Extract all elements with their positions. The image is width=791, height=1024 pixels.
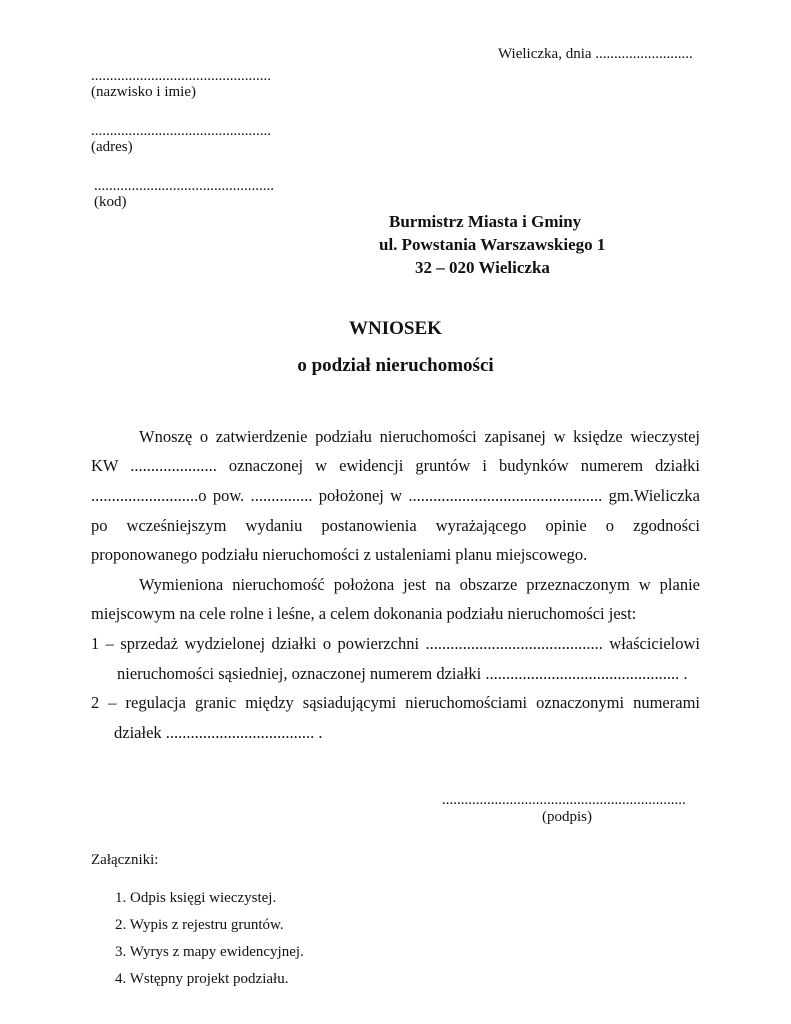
paragraph1-line4: po wcześniejszym wydaniu postanowienia wyrażającego opinie o zgodności xyxy=(91,516,700,535)
item2-line2: działek .................................... . xyxy=(114,723,323,742)
recipient-line3: 32 – 020 Wieliczka xyxy=(415,258,550,277)
paragraph1-line1: Wnoszę o zatwierdzenie podziału nieruchomości zapisanej w księdze wieczystej xyxy=(139,427,700,446)
address-label: (adres) xyxy=(91,139,133,155)
recipient-line2: ul. Powstania Warszawskiego 1 xyxy=(379,235,606,254)
attachment-item: 1. Odpis księgi wieczystej. xyxy=(115,890,277,906)
attachment-item: 3. Wyrys z mapy ewidencyjnej. xyxy=(115,944,304,960)
name-dots: ................................................ xyxy=(91,68,271,84)
paragraph1-line2: KW ..................... oznaczonej w ewidencji gruntów i budynków numerem działki xyxy=(91,456,700,475)
item2-line1: 2 – regulacja granic między sąsiadującymi nieruchomościami oznaczonymi numerami xyxy=(91,693,700,712)
attachment-item: 2. Wypis z rejestru gruntów. xyxy=(115,917,284,933)
signature-label: (podpis) xyxy=(542,809,592,825)
document-title: WNIOSEK xyxy=(349,318,442,339)
recipient-line1: Burmistrz Miasta i Gminy xyxy=(389,212,582,231)
signature-dots: ................................................................. xyxy=(442,792,686,808)
code-dots: ................................................ xyxy=(94,178,274,194)
paragraph1-line5: proponowanego podziału nieruchomości z ustaleniami planu miejscowego. xyxy=(91,545,588,564)
item1-line1: 1 – sprzedaż wydzielonej działki o powierzchni ........................................... właścicielowi xyxy=(91,634,700,653)
item1-line2: nieruchomości sąsiedniej, oznaczonej numerem działki ............................................... . xyxy=(117,664,688,683)
document-subtitle: o podział nieruchomości xyxy=(297,355,494,376)
code-label: (kod) xyxy=(94,194,127,210)
paragraph2-line2: miejscowym na cele rolne i leśne, a celem dokonania podziału nieruchomości jest: xyxy=(91,604,637,623)
attachments-heading: Załączniki: xyxy=(91,852,159,868)
paragraph1-line3: ..........................o pow. ............... położonej w ............................................... gm.Wieliczka xyxy=(91,486,700,505)
attachment-item: 4. Wstępny projekt podziału. xyxy=(115,971,289,987)
paragraph2-line1: Wymieniona nieruchomość położona jest na obszarze przeznaczonym w planie xyxy=(139,575,700,594)
place-date: Wieliczka, dnia .......................... xyxy=(498,46,693,62)
name-label: (nazwisko i imie) xyxy=(91,84,196,100)
address-dots: ................................................ xyxy=(91,123,271,139)
